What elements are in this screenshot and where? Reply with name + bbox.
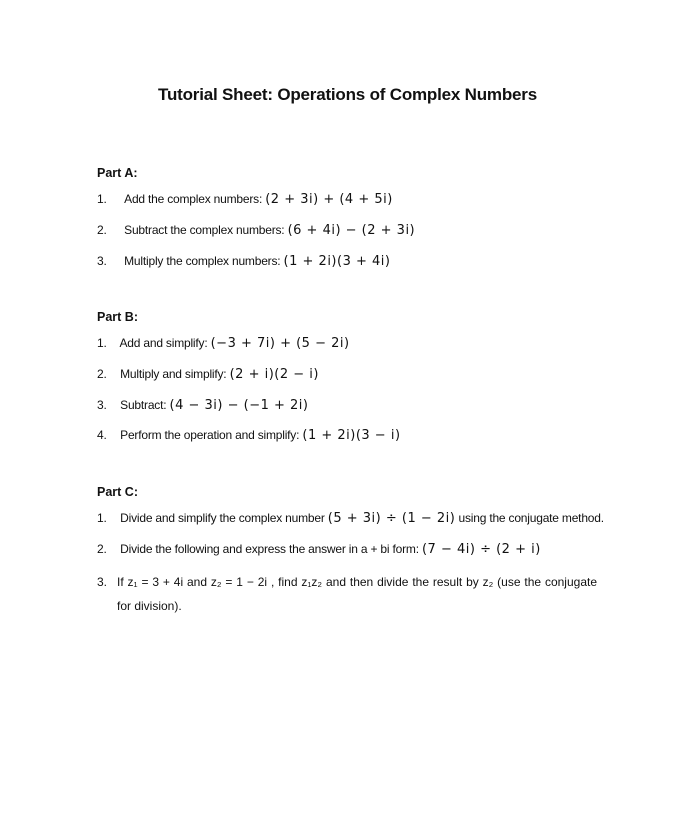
item-number: 1.	[97, 511, 107, 525]
item-number: 2.	[97, 223, 107, 237]
part-a-item-2	[97, 222, 415, 239]
part-c-item-2	[97, 541, 541, 558]
part-b-item-3	[97, 397, 308, 414]
item-math: (1 + 2i)(3 − i)	[302, 428, 401, 443]
item-number: 3.	[97, 575, 108, 589]
item-math: (2 + 3i) + (4 + 5i)	[265, 192, 393, 207]
part-b-item-1	[97, 335, 350, 352]
part-c-item-3	[97, 570, 597, 618]
item-number: 3.	[97, 398, 107, 412]
item-text: If z₁ = 3 + 4i and z₂ = 1 − 2i , find z₁z₂ and then divide the result by z₂ (use the conjugate for division).	[117, 575, 597, 613]
item-number: 4.	[97, 428, 107, 442]
part-b-item-4	[97, 427, 401, 444]
item-number: 1.	[97, 192, 107, 206]
item-text: Divide and simplify the complex number	[120, 511, 325, 525]
part-b-heading: Part B:	[97, 310, 138, 324]
item-text: Divide the following and express the answer in a + bi form:	[120, 542, 419, 556]
part-c-item-1	[97, 510, 604, 527]
page-title: Tutorial Sheet: Operations of Complex Numbers	[158, 85, 537, 104]
item-text: Subtract the complex numbers:	[124, 223, 285, 237]
item-math: (4 − 3i) − (−1 + 2i)	[169, 398, 309, 413]
item-math: (5 + 3i) ÷ (1 − 2i)	[327, 511, 456, 526]
item-number: 2.	[97, 367, 107, 381]
item-text: Add and simplify:	[119, 336, 208, 350]
item-text-after: using the conjugate method.	[458, 511, 604, 525]
part-a-item-3	[97, 253, 390, 270]
part-a-item-1	[97, 191, 393, 208]
item-math: (6 + 4i) − (2 + 3i)	[287, 223, 416, 238]
item-math: (2 + i)(2 − i)	[229, 367, 319, 382]
part-a-heading: Part A:	[97, 166, 138, 180]
item-text: Add the complex numbers:	[124, 192, 263, 206]
item-number: 3.	[97, 254, 107, 268]
item-text: Multiply the complex numbers:	[124, 254, 281, 268]
item-text: Subtract:	[120, 398, 167, 412]
item-text: Perform the operation and simplify:	[120, 428, 300, 442]
item-number: 1.	[97, 336, 107, 350]
item-math: (1 + 2i)(3 + 4i)	[283, 254, 391, 269]
item-text: Multiply and simplify:	[120, 367, 227, 381]
item-math: (−3 + 7i) + (5 − 2i)	[210, 336, 350, 351]
item-number: 2.	[97, 542, 107, 556]
part-b-item-2	[97, 366, 319, 383]
item-math: (7 − 4i) ÷ (2 + i)	[421, 542, 541, 557]
part-c-heading: Part C:	[97, 485, 138, 499]
